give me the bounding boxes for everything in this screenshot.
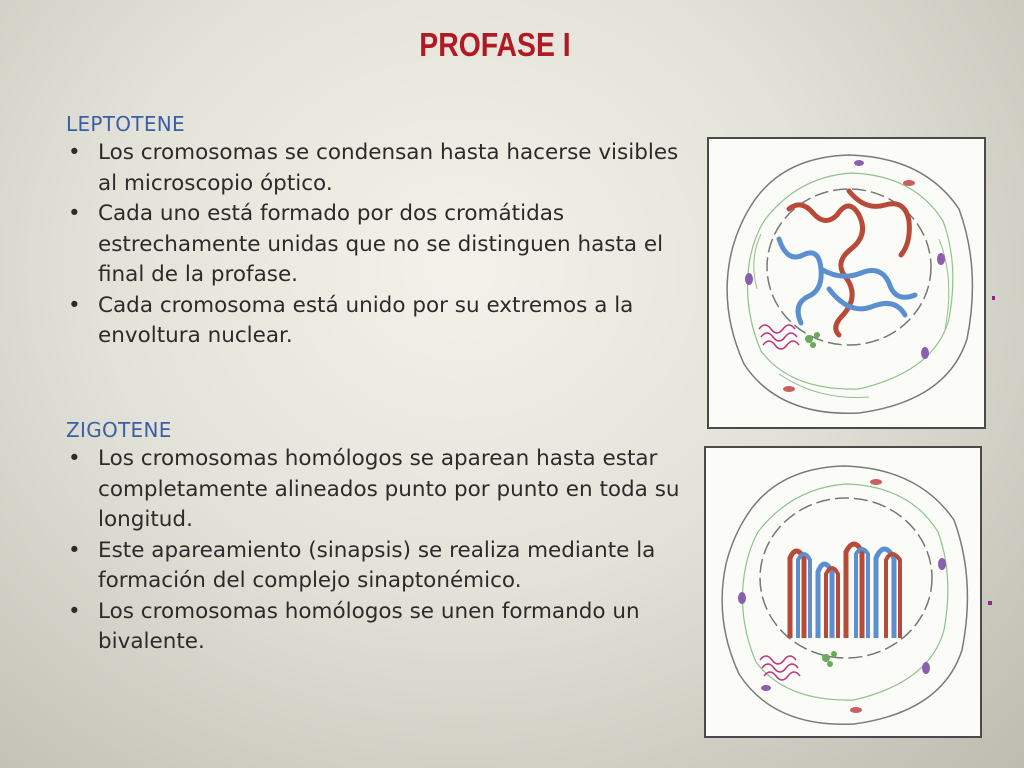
leptotene-cell-drawing (709, 139, 984, 427)
section-heading: ZIGOTENE (66, 418, 172, 442)
bullet-icon: • (68, 598, 81, 624)
list-item-text: Cada uno está formado por dos cromátidas estrechamente unidas que no se distinguen hasta el final de la profase. (98, 201, 664, 287)
list-item-text: Los cromosomas homólogos se unen formando un bivalente. (98, 598, 640, 654)
bullet-list (66, 138, 691, 352)
list-item (66, 138, 691, 199)
bullet-icon: • (68, 292, 81, 318)
list-item (66, 536, 691, 597)
list-item (66, 199, 691, 291)
section-zigotene (66, 416, 691, 658)
bullet-icon: • (68, 140, 81, 165)
list-item (66, 444, 691, 536)
bullet-icon: • (68, 537, 81, 563)
list-item (66, 291, 691, 352)
slide-title: PROFASE I (419, 26, 571, 63)
bullet-icon: • (68, 201, 81, 226)
decorative-mark (988, 601, 992, 605)
bullet-icon: • (68, 446, 81, 471)
section-leptotene (66, 110, 691, 352)
list-item-text: Los cromosomas homólogos se aparean hasta estar completamente alineados punto por punto en toda su longitud. (98, 446, 680, 532)
zigotene-cell-drawing (706, 448, 980, 736)
zigotene-cell-illustration (704, 446, 982, 738)
decorative-mark (992, 296, 995, 300)
list-item-text: Este apareamiento (sinapsis) se realiza mediante la formación del complejo sinaptonémico. (98, 537, 656, 593)
list-item (66, 597, 691, 658)
leptotene-cell-illustration (707, 137, 986, 429)
list-item-text: Los cromosomas se condensan hasta hacerse visibles al microscopio óptico. (98, 140, 679, 196)
section-heading: LEPTOTENE (66, 112, 185, 136)
list-item-text: Cada cromosoma está unido por su extremos a la envoltura nuclear. (98, 292, 634, 348)
bullet-list (66, 444, 691, 658)
